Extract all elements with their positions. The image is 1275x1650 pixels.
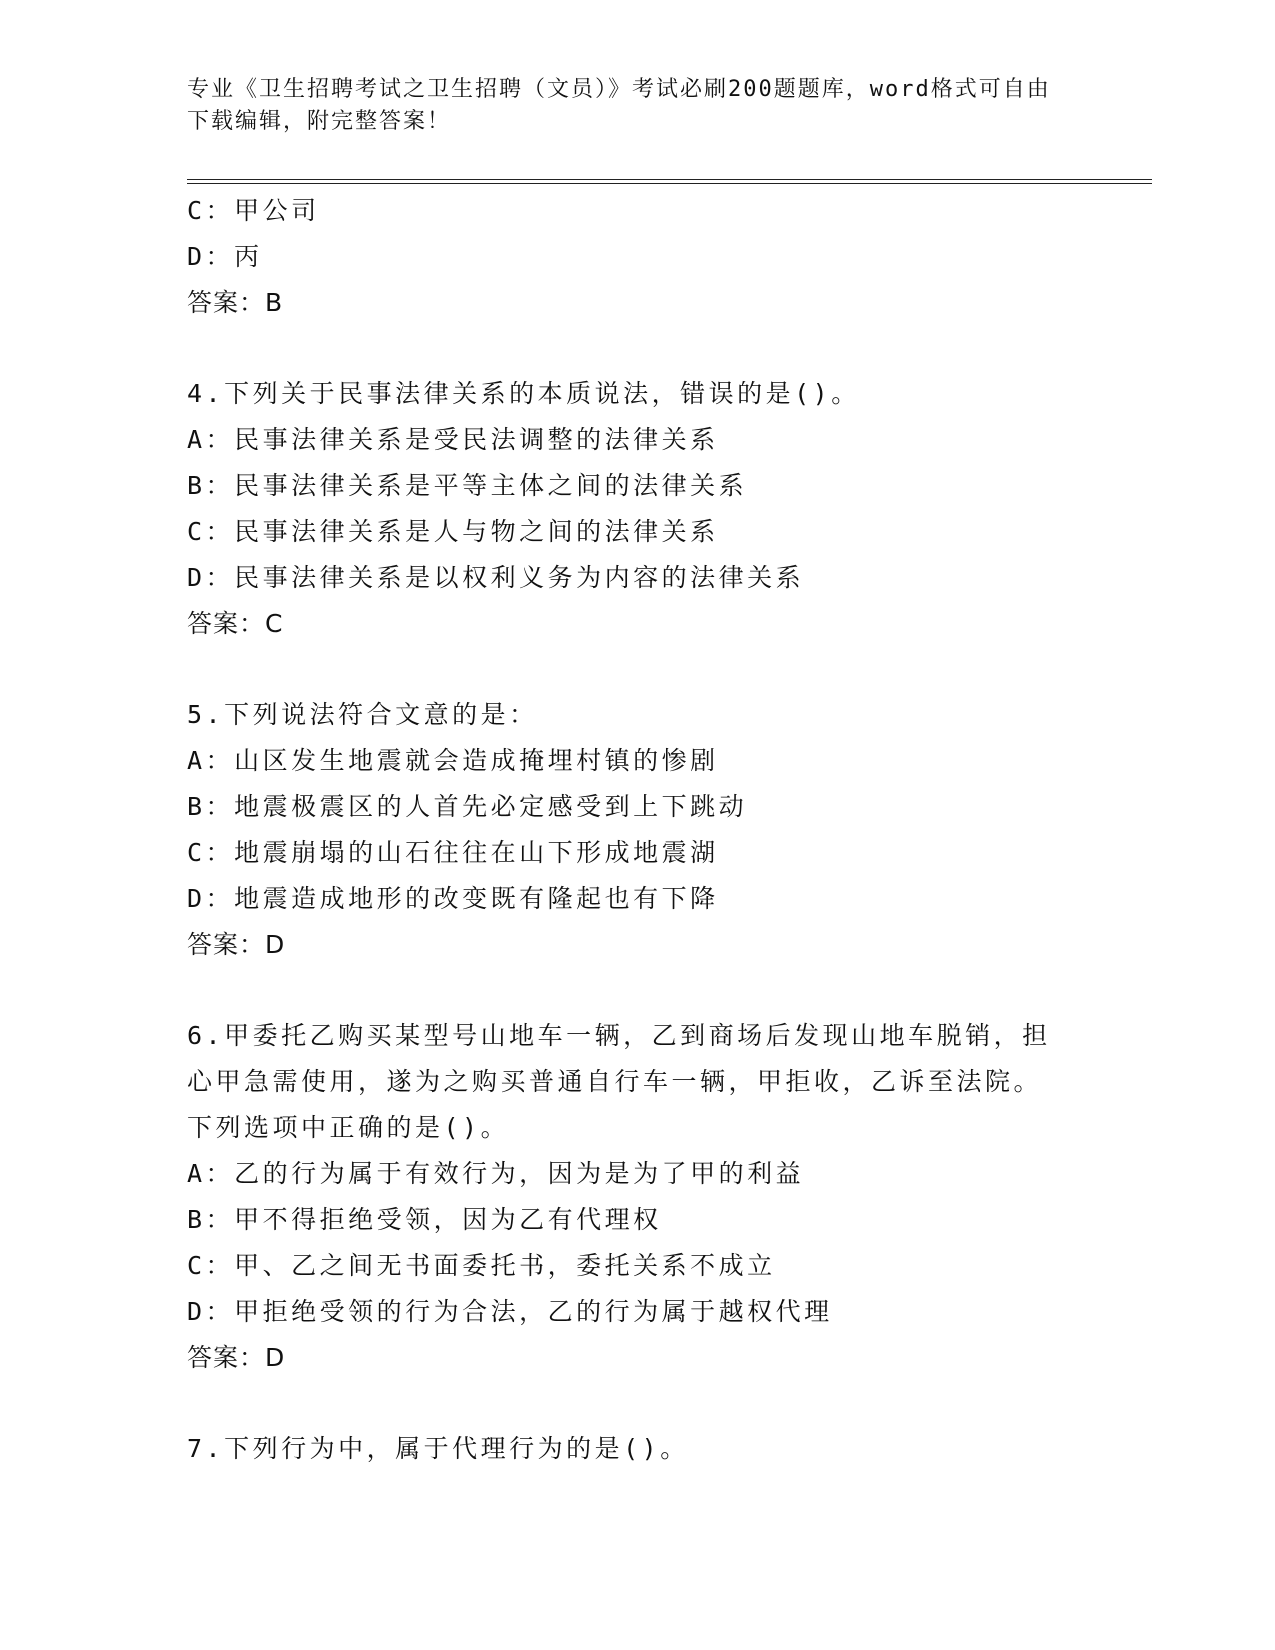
option-letter: B： bbox=[187, 1205, 235, 1234]
option-letter: D： bbox=[187, 884, 235, 913]
header-rule-top bbox=[187, 179, 1152, 180]
option-a bbox=[187, 738, 1087, 784]
question-stem-line: 下列选项中正确的是()。 bbox=[187, 1113, 510, 1142]
option-c bbox=[187, 1243, 1087, 1289]
option-b bbox=[187, 1197, 1087, 1243]
option-letter: B： bbox=[187, 471, 235, 500]
option-a bbox=[187, 417, 1087, 463]
option-letter: A： bbox=[187, 746, 235, 775]
option-a bbox=[187, 1151, 1087, 1197]
option-letter: C： bbox=[187, 838, 235, 867]
question-stem: 4.下列关于民事法律关系的本质说法，错误的是()。 bbox=[187, 379, 860, 408]
spacer bbox=[187, 647, 1087, 692]
spacer bbox=[187, 1381, 1087, 1426]
option-b bbox=[187, 784, 1087, 830]
option-text: 地震极震区的人首先必定感受到上下跳动 bbox=[234, 792, 748, 821]
option-text: 民事法律关系是受民法调整的法律关系 bbox=[234, 425, 719, 454]
question-stem: 5.下列说法符合文意的是： bbox=[187, 700, 538, 729]
option-text: 地震崩塌的山石往往在山下形成地震湖 bbox=[234, 838, 719, 867]
option-c bbox=[187, 188, 1087, 234]
option-d bbox=[187, 876, 1087, 922]
option-letter: D： bbox=[187, 1297, 235, 1326]
option-b bbox=[187, 463, 1087, 509]
option-text: 民事法律关系是平等主体之间的法律关系 bbox=[234, 471, 748, 500]
option-text: 甲、乙之间无书面委托书，委托关系不成立 bbox=[234, 1251, 776, 1280]
option-letter: D： bbox=[187, 563, 235, 592]
option-d bbox=[187, 555, 1087, 601]
option-letter: A： bbox=[187, 1159, 235, 1188]
option-text: 山区发生地震就会造成掩埋村镇的惨剧 bbox=[234, 746, 719, 775]
option-text: 地震造成地形的改变既有隆起也有下降 bbox=[234, 884, 719, 913]
option-d bbox=[187, 1289, 1087, 1335]
option-d bbox=[187, 234, 1087, 280]
document-body bbox=[187, 188, 1087, 1472]
option-text: 甲拒绝受领的行为合法，乙的行为属于越权代理 bbox=[234, 1297, 833, 1326]
answer-line: 答案：B bbox=[187, 288, 284, 317]
option-letter: D： bbox=[187, 242, 235, 271]
page-header: 专业《卫生招聘考试之卫生招聘（文员）》考试必刷200题题库，word格式可自由下载编辑，附完整答案！ bbox=[187, 77, 1051, 134]
option-letter: B： bbox=[187, 792, 235, 821]
header-rule-bottom bbox=[187, 183, 1152, 184]
spacer bbox=[187, 968, 1087, 1013]
option-letter: C： bbox=[187, 1251, 235, 1280]
option-letter: A： bbox=[187, 425, 235, 454]
option-c bbox=[187, 509, 1087, 555]
option-text: 民事法律关系是人与物之间的法律关系 bbox=[234, 517, 719, 546]
option-text: 民事法律关系是以权利义务为内容的法律关系 bbox=[234, 563, 805, 592]
answer-line: 答案：D bbox=[187, 1343, 286, 1372]
option-letter: C： bbox=[187, 196, 235, 225]
option-text: 甲不得拒绝受领，因为乙有代理权 bbox=[234, 1205, 662, 1234]
option-text: 丙 bbox=[234, 242, 263, 271]
option-text: 乙的行为属于有效行为，因为是为了甲的利益 bbox=[234, 1159, 805, 1188]
option-text: 甲公司 bbox=[234, 196, 320, 225]
option-letter: C： bbox=[187, 517, 235, 546]
question-stem: 7.下列行为中，属于代理行为的是()。 bbox=[187, 1434, 689, 1463]
answer-line: 答案：D bbox=[187, 930, 286, 959]
option-c bbox=[187, 830, 1087, 876]
question-stem-line: 心甲急需使用，遂为之购买普通自行车一辆，甲拒收，乙诉至法院。 bbox=[187, 1067, 1043, 1096]
spacer bbox=[187, 326, 1087, 371]
question-stem-line: 6.甲委托乙购买某型号山地车一辆，乙到商场后发现山地车脱销，担 bbox=[187, 1021, 1051, 1050]
answer-line: 答案：C bbox=[187, 609, 284, 638]
